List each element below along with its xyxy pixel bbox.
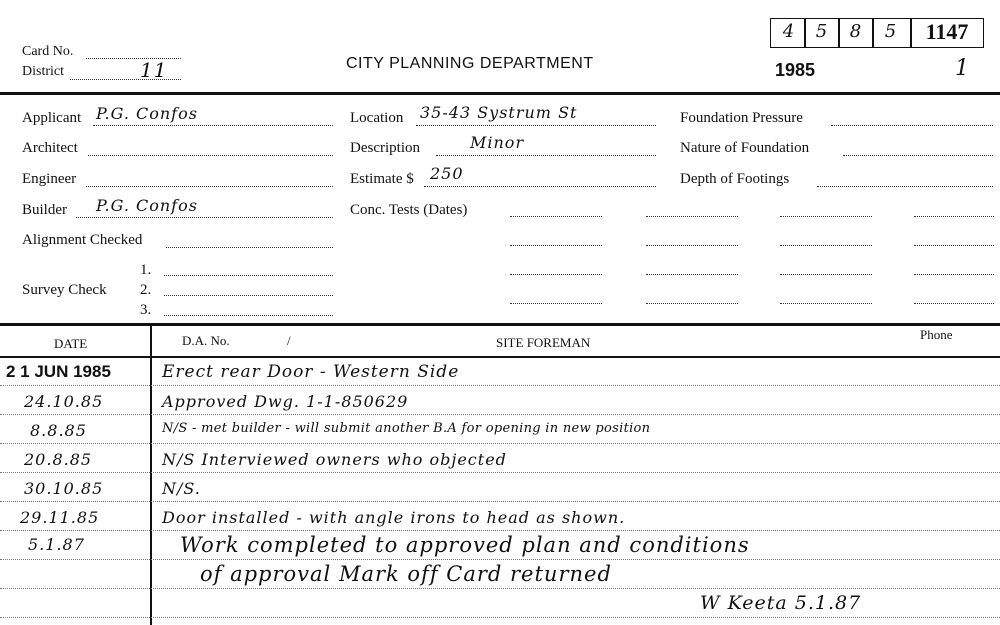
log-row-5-entry: N/S. <box>162 479 201 498</box>
conc-test-line <box>780 274 872 275</box>
conc-test-line <box>646 245 738 246</box>
number-box-2: 5 <box>815 21 829 42</box>
da-no-header: D.A. No. <box>182 333 230 348</box>
estimate-line <box>424 186 656 187</box>
date-column-divider <box>150 326 152 625</box>
depth-footings-line <box>817 186 993 187</box>
date-header: DATE <box>54 336 88 351</box>
row-line <box>0 472 1000 473</box>
conc-test-line <box>780 245 872 246</box>
survey-num-1: 1. <box>140 262 152 278</box>
row-line <box>0 501 1000 502</box>
row-line <box>0 385 1000 386</box>
conc-tests-label: Conc. Tests (Dates) <box>350 202 468 218</box>
row-line <box>0 414 1000 415</box>
survey-line-2 <box>164 295 333 296</box>
log-row-1-entry: Erect rear Door - Western Side <box>162 362 460 382</box>
conc-test-line <box>780 216 872 217</box>
foundation-pressure-line <box>831 125 993 126</box>
description-line <box>436 155 656 156</box>
foundation-pressure-label: Foundation Pressure <box>680 110 803 126</box>
applicant-label: Applicant <box>22 110 82 126</box>
header-divider <box>0 92 1000 95</box>
row-line <box>0 530 1000 531</box>
phone-header: Phone <box>920 327 953 342</box>
log-row-1-date: 2 1 JUN 1985 <box>6 362 111 381</box>
location-line <box>416 125 656 126</box>
box-divider <box>804 18 806 48</box>
architect-label: Architect <box>22 140 78 156</box>
number-box-1: 4 <box>782 21 796 42</box>
conc-test-line <box>914 216 994 217</box>
site-foreman-header: SITE FOREMAN <box>496 335 591 350</box>
log-row-6-date: 29.11.85 <box>20 508 100 527</box>
log-row-4-entry: N/S Interviewed owners who objected <box>162 450 507 469</box>
year: 1985 <box>775 60 816 80</box>
box-divider <box>872 18 874 48</box>
row-line <box>0 588 1000 589</box>
row-line <box>0 617 1000 618</box>
survey-num-2: 2. <box>140 282 152 298</box>
log-row-5-date: 30.10.85 <box>24 479 104 498</box>
location-value: 35-43 Systrum St <box>420 103 578 122</box>
district-value: 11 <box>140 58 168 82</box>
row-line <box>0 559 1000 560</box>
conc-test-line <box>510 216 602 217</box>
conc-test-line <box>510 245 602 246</box>
architect-line <box>88 155 333 156</box>
applicant-value: P.G. Confos <box>96 104 198 123</box>
district-label: District <box>22 64 64 79</box>
log-row-3-entry: N/S - met builder - will submit another B.A for opening in new position <box>162 421 651 436</box>
survey-num-3: 3. <box>140 302 152 318</box>
nature-foundation-label: Nature of Foundation <box>680 140 810 156</box>
conc-test-line <box>510 274 602 275</box>
survey-line-1 <box>164 275 333 276</box>
da-no-value: / <box>287 333 291 348</box>
survey-check-label: Survey Check <box>22 282 107 298</box>
conc-test-line <box>646 216 738 217</box>
builder-value: P.G. Confos <box>96 196 198 215</box>
conc-test-line <box>780 303 872 304</box>
log-header-rule <box>0 356 1000 358</box>
estimate-label: Estimate $ <box>350 171 414 187</box>
log-row-4-date: 20.8.85 <box>24 450 93 469</box>
conc-test-line <box>914 274 994 275</box>
conc-test-line <box>646 303 738 304</box>
row-line <box>0 443 1000 444</box>
number-box-3: 8 <box>849 21 863 42</box>
description-label: Description <box>350 140 420 156</box>
applicant-line <box>93 125 333 126</box>
log-row-2-date: 24.10.85 <box>24 392 104 411</box>
description-value: Minor <box>470 133 525 152</box>
box-divider <box>838 18 840 48</box>
log-row-3-date: 8.8.85 <box>30 421 87 440</box>
estimate-value: 250 <box>430 164 464 183</box>
survey-line-3 <box>164 315 333 316</box>
conc-test-line <box>914 245 994 246</box>
depth-footings-label: Depth of Footings <box>680 171 790 187</box>
alignment-line <box>166 247 333 248</box>
department-title: CITY PLANNING DEPARTMENT <box>346 55 594 72</box>
builder-line <box>76 217 333 218</box>
log-row-7-entry: Work completed to approved plan and conditions <box>180 533 750 557</box>
card-number: 1147 <box>925 19 969 44</box>
builder-label: Builder <box>22 202 67 218</box>
card-no-label: Card No. <box>22 44 74 59</box>
alignment-label: Alignment Checked <box>22 232 143 248</box>
number-box-4: 5 <box>884 21 898 42</box>
conc-test-line <box>646 274 738 275</box>
log-row-6-entry: Door installed - with angle irons to head as shown. <box>162 508 626 527</box>
engineer-label: Engineer <box>22 171 77 187</box>
log-row-2-entry: Approved Dwg. 1-1-850629 <box>162 392 409 411</box>
engineer-line <box>86 186 333 187</box>
card-seq: 1 <box>955 56 970 81</box>
nature-foundation-line <box>843 155 993 156</box>
conc-test-line <box>914 303 994 304</box>
conc-test-line <box>510 303 602 304</box>
log-row-7-date: 5.1.87 <box>28 535 85 554</box>
location-label: Location <box>350 110 404 126</box>
log-row-9-entry: W Keeta 5.1.87 <box>700 592 862 614</box>
log-row-8-entry: of approval Mark off Card returned <box>200 562 612 586</box>
